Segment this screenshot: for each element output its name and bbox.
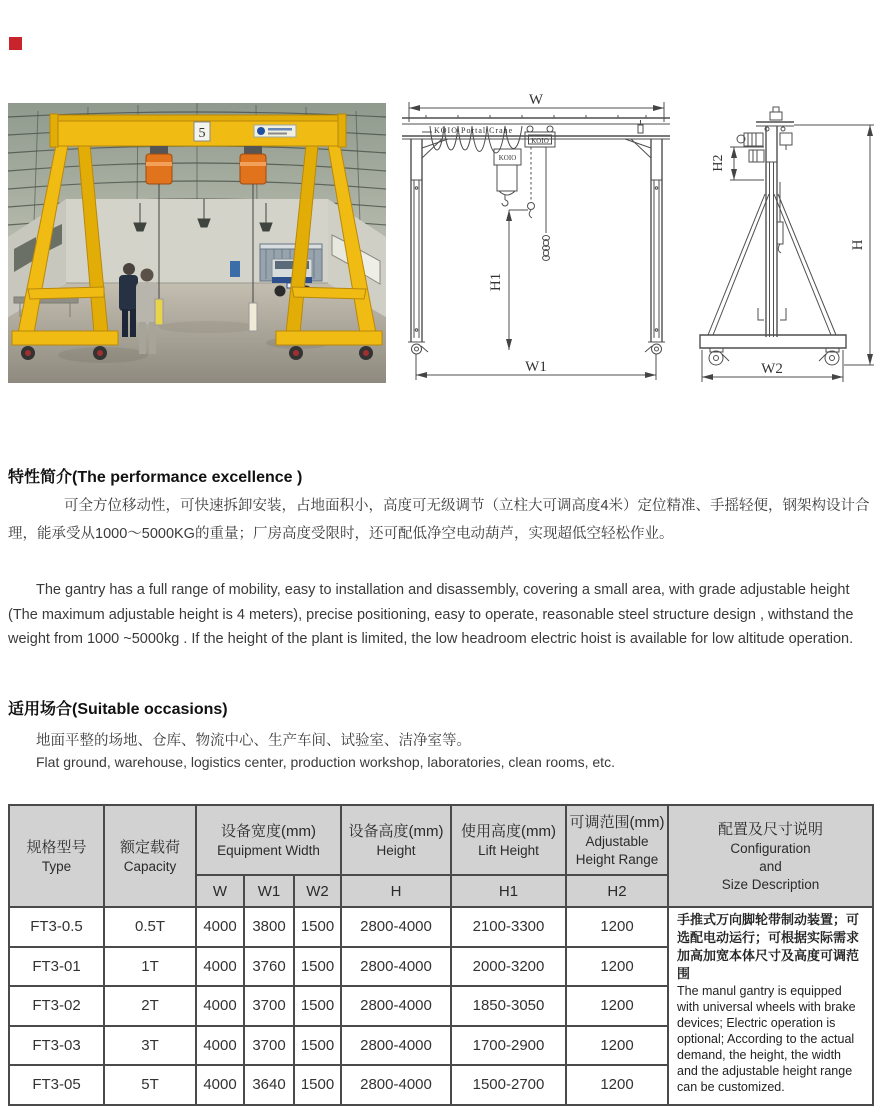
- capacity-zh: 额定载荷: [119, 838, 180, 856]
- config-note-zh: 手推式万向脚轮带制动装置；可选配电动运行；可根据实际需求加高加宽本体尺寸及高度可调范围: [677, 912, 860, 981]
- config-note-en: The manul gantry is equipped with universal wheels with brake devices; Electric operation is optional; According to the actual demand, the height, the width and the adjustable height range can be customized.: [677, 984, 856, 1094]
- cell-h1: 1700-2900: [451, 1026, 566, 1066]
- col-header-configuration: [668, 805, 873, 907]
- cell-h2: 1200: [566, 1065, 668, 1105]
- corner-mark-rect: [9, 37, 22, 50]
- cell-h1: 1500-2700: [451, 1065, 566, 1105]
- table-row: [9, 907, 873, 947]
- cell-h: 2800-4000: [341, 907, 451, 947]
- cell-w1: 3760: [244, 947, 294, 987]
- col-header-equipment-width: [196, 805, 341, 875]
- subcol-w1: W1: [244, 875, 294, 907]
- spec-table: [8, 804, 874, 1106]
- cell-w1: 3700: [244, 1026, 294, 1066]
- cell-type: FT3-01: [9, 947, 104, 987]
- cell-h2: 1200: [566, 907, 668, 947]
- brand-plate: [254, 125, 296, 137]
- cell-capacity: 2T: [104, 986, 196, 1026]
- cell-h2: 1200: [566, 986, 668, 1026]
- config-en3: Size Description: [721, 876, 820, 892]
- cell-h2: 1200: [566, 1026, 668, 1066]
- cell-h: 2800-4000: [341, 947, 451, 987]
- cell-capacity: 3T: [104, 1026, 196, 1066]
- cell-w2: 1500: [294, 1065, 341, 1105]
- cell-configuration-note: [668, 907, 873, 1105]
- beam-sign-number: 5: [198, 126, 206, 141]
- width-zh: 设备宽度(mm): [221, 822, 316, 840]
- config-zh: 配置及尺寸说明: [717, 820, 823, 838]
- height-zh: 设备高度(mm): [348, 822, 444, 840]
- subcol-h: H: [341, 875, 451, 907]
- subcol-w: W: [196, 875, 244, 907]
- width-en: Equipment Width: [217, 842, 320, 858]
- beam-sign: [194, 122, 210, 141]
- capacity-en: Capacity: [123, 858, 177, 874]
- cell-w2: 1500: [294, 986, 341, 1026]
- cell-capacity: 1T: [104, 947, 196, 987]
- cell-capacity: 0.5T: [104, 907, 196, 947]
- col-header-lift-height: [451, 805, 566, 875]
- dim-label-h2: H2: [711, 154, 726, 172]
- cell-h1: 2100-3300: [451, 907, 566, 947]
- cell-h2: 1200: [566, 947, 668, 987]
- adjust-en2: Height Range: [575, 851, 659, 867]
- occasions-line-en: Flat ground, warehouse, logistics center, production workshop, laboratories, clean rooms, etc.: [36, 754, 615, 770]
- dim-label-w2: W2: [761, 361, 783, 377]
- cell-w: 4000: [196, 1026, 244, 1066]
- cell-w1: 3640: [244, 1065, 294, 1105]
- cell-h: 2800-4000: [341, 1026, 451, 1066]
- type-en: Type: [41, 858, 72, 874]
- trolley-label: KOIO: [531, 137, 549, 145]
- cell-h: 2800-4000: [341, 1065, 451, 1105]
- occasions-heading: 适用场合(Suitable occasions): [8, 701, 228, 718]
- adjust-en1: Adjustable: [585, 833, 649, 849]
- cell-h1: 2000-3200: [451, 947, 566, 987]
- col-header-height: [341, 805, 451, 875]
- cell-h: 2800-4000: [341, 986, 451, 1026]
- cell-type: FT3-02: [9, 986, 104, 1026]
- cell-capacity: 5T: [104, 1065, 196, 1105]
- blue-drum: [230, 261, 240, 277]
- cell-type: FT3-0.5: [9, 907, 104, 947]
- corner-mark: [9, 37, 22, 50]
- cell-w: 4000: [196, 986, 244, 1026]
- cell-type: FT3-03: [9, 1026, 104, 1066]
- col-header-capacity: [104, 805, 196, 907]
- cell-w: 4000: [196, 1065, 244, 1105]
- lift-en: Lift Height: [478, 842, 539, 858]
- dim-label-h: H: [850, 239, 866, 251]
- cell-w2: 1500: [294, 907, 341, 947]
- config-en2: and: [759, 858, 782, 874]
- col-header-type: [9, 805, 104, 907]
- adjust-zh: 可调范围(mm): [569, 813, 665, 831]
- dim-label-w1: W1: [525, 359, 547, 375]
- cell-w1: 3800: [244, 907, 294, 947]
- cell-w: 4000: [196, 947, 244, 987]
- performance-body-zh: 可全方位移动性，可快速拆卸安装，占地面积小，高度可无级调节（立柱大可调高度4米）定位精准、手摇轻便，钢架构设计合理，能承受从1000～5000KG的重量；厂房高度受限时，还可配低净空电动葫芦，实现超低空轻松作业。: [8, 498, 870, 542]
- subcol-h2: H2: [566, 875, 668, 907]
- subcol-h1: H1: [451, 875, 566, 907]
- cell-w1: 3700: [244, 986, 294, 1026]
- performance-body-en: The gantry has a full range of mobility, easy to installation and disassembly, covering a small area, with grade adjustable height (The maximum adjustable height is 4 meters), precise positioning, easy to operate, reasonable steel structure design , withstand the weight from 1000 ~5000kg . If the height of the plant is limited, the low headroom electric hoist is available for low altitude operation.: [8, 582, 854, 647]
- col-header-adjustable-range: [566, 805, 668, 875]
- subcol-w2: W2: [294, 875, 341, 907]
- cell-w2: 1500: [294, 1026, 341, 1066]
- product-photo: [8, 103, 386, 383]
- lift-zh: 使用高度(mm): [461, 822, 556, 840]
- spec-table-container: [8, 804, 872, 1106]
- dim-label-w: W: [528, 92, 544, 108]
- cell-w2: 1500: [294, 947, 341, 987]
- dim-label-h1: H1: [488, 272, 504, 292]
- beam-brand-text: KOIO Portal Crane: [434, 126, 514, 135]
- cell-w: 4000: [196, 907, 244, 947]
- cell-type: FT3-05: [9, 1065, 104, 1105]
- height-en: Height: [376, 842, 416, 858]
- hoist-label: KOIO: [498, 154, 517, 162]
- config-en1: Configuration: [730, 840, 811, 856]
- cell-h1: 1850-3050: [451, 986, 566, 1026]
- type-zh: 规格型号: [26, 838, 87, 856]
- occasions-line-zh: 地面平整的场地、仓库、物流中心、生产车间、试验室、洁净室等。: [36, 733, 471, 749]
- front-view-drawing: [396, 92, 688, 392]
- side-view-drawing: [686, 92, 880, 392]
- performance-heading: 特性简介(The performance excellence ): [8, 469, 303, 486]
